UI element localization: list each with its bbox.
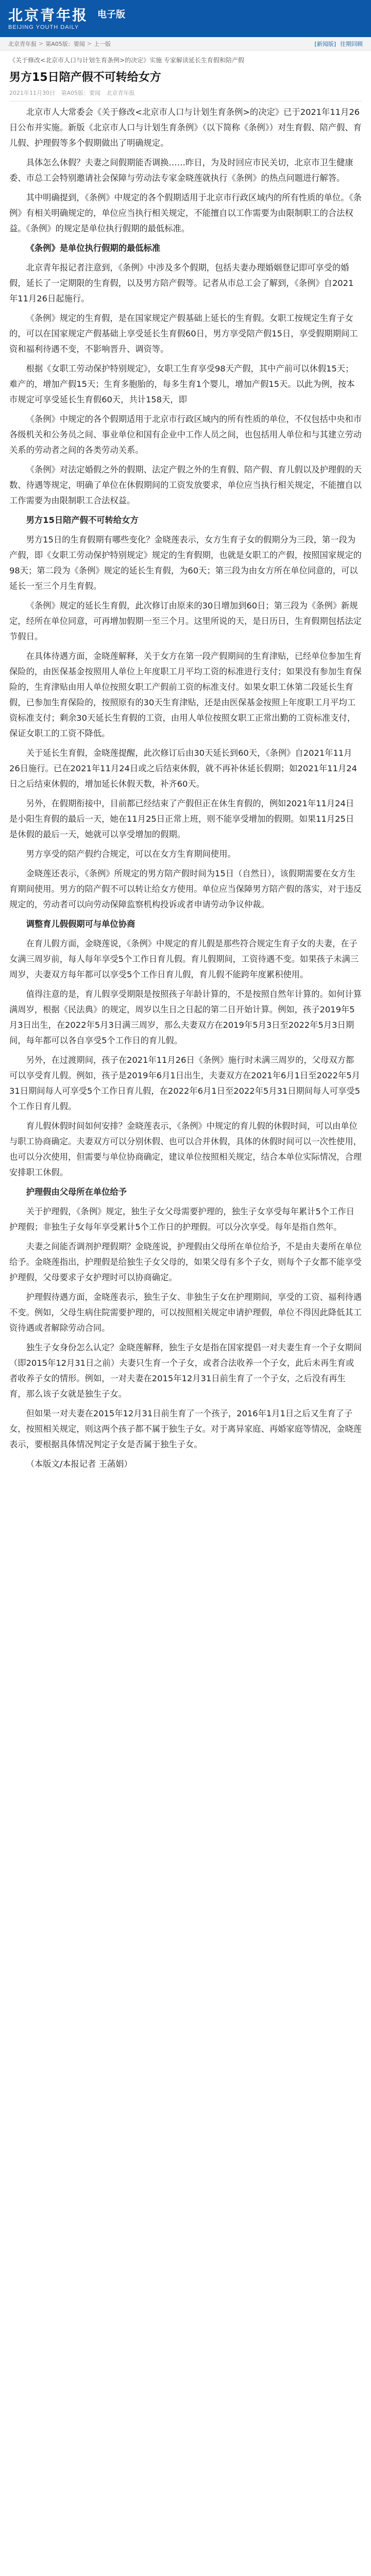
body-paragraph: 《条例》规定的生育假，是在国家规定产假基础上延长的生育假。女职工按规定生育子女的，可以在国家规定产假基础上享受延长生育假60日，男方享受陪产假15日，享受假期期间工资和福利待遇不变，不影响晋升、调资等。 [9,313,358,354]
section-heading: 《条例》是单位执行假期的最低标准 [26,243,161,253]
body-paragraph: 男方享受的陪产假约合规定，可以在女方生育期间使用。 [26,849,236,859]
body-paragraph: 具体怎么休假？夫妻之间假期能否调换……昨日，为及时回应市民关切，北京市卫生健康委、市总工会特别邀请社会保障与劳动法专家金晓莲就执行《条例》的热点问题进行解答。 [9,158,353,183]
body-paragraph: 育儿假休假时间如何安排？金晓莲表示，《条例》中规定的育儿假的休假时间，可以由单位与职工协商确定。夫妻双方可以分别休假、也可以合并休假，具体的休假时间可以一次性使用，也可以分次使用，但需要与单位协商确定，建议单位按照相关规定，结合本单位实际情况，合理安排职工休假。 [9,1121,362,1177]
masthead [0,0,371,37]
body-paragraph: 值得注意的是，育儿假享受期限是按照孩子年龄计算的，不是按照自然年计算的。如何计算满周岁，根据《民法典》的规定，周岁以生日之日起的第二日开始计算。例如，孩子2019年5月3日出生，在2022年5月3日满三周岁，那么夫妻双方在2019年5月3日至2022年5月3日期间，每年都可以各自享受5个工作日的育儿假。 [9,989,362,1045]
section-heading: 护理假由父母所在单位给予 [26,1187,127,1197]
nav-bar [0,37,371,50]
meta-page: 第A05版：要闻 [61,90,101,96]
body-paragraph: 另外，在假期衔接中，目前都已经结束了产假但正在休生育假的，例如2021年11月24日是小阳生育假的最后一天，她在11月25日正常上班，则不能享受增加的假期。如果11月25日是休假的最后一天，她就可以享受增加的假期。 [9,799,355,839]
meta-date: 2021年11月30日 [9,90,55,96]
body-paragraph: 护理假待遇方面，金晓莲表示，独生子女、非独生子女在护理期间，享受的工资、福利待遇不变。例如，父母生病住院需要护理的，可以按照相关规定申请护理假，单位不得因此降低其工资待遇或者解除劳动合同。 [9,1292,362,1333]
body-paragraph: 其中明确提到，《条例》中规定的各个假期适用于北京市行政区域内的所有性质的单位。《条例》有相关明确规定的，单位应当执行相关规定，不能擅自以工作需要为由限制职工的合法权益。《条例》的规定是单位执行假期的最低标准。 [9,193,362,233]
article [0,50,371,1472]
section-heading: 调整育儿假假期可与单位协商 [26,919,136,929]
meta-source: 北京青年报 [106,90,135,96]
article-title: 男方15日陪产假不可转给女方 [9,71,161,84]
body-paragraph: 独生子女身份怎么认定？金晓莲解释，独生子女是指在国家提倡一对夫妻生育一个子女期间（即2015年12月31日之前）夫妻只生育一个子女，或者合法收养一个子女，此后未再生育或者收养子女的情形。例如，一对夫妻在2015年12月31日前生育了一个子女，之后没有再生育，那么该子女就是独生子女。 [9,1343,362,1399]
logo-en: BEIJING YOUTH DAILY [8,24,79,30]
body-paragraph: 在具体待遇方面，金晓莲解释，关于女方在第一段产假期间的生育津贴，已经单位参加生育保险的，由医保基金按照用人单位上年度职工月平均工资的标准进行支付；如果没有参加生育保险的，生育津贴由用人单位按照女职工产假前工资的标准支付。如果女职工休第二段延长生育假，已参加生育保险的，按照原有的30天生育津贴，还是由医保基金按照上年度职工月平均工资标准支付；剩余30天延长生育假的工资，由用人单位按照女职工正常出勤的工资标准支付，保证女职工的工资不降低。 [9,651,362,738]
crumb-page[interactable]: 第A05版：要闻 [45,40,85,47]
body-paragraph: 关于延长生育假，金晓莲提醒，此次修订后由30天延长到60天，《条例》自2021年11月26日施行。已在2021年11月24日或之后结束休假，就不再补休延长假期；如2021年11月24日之后结束休假的，增加延长休假天数，补齐60天。 [9,748,357,789]
masthead-logo [8,7,88,30]
body-paragraph: 关于护理假，《条例》规定，独生子女父母需要护理的，独生子女享受每年累计5个工作日护理假；非独生子女每年享受累计5个工作日的护理假。可以分次享受。每年是指自然年。 [9,1207,355,1232]
crumb-separator: > [39,40,44,47]
body-paragraph: 《条例》中规定的各个假期适用于北京市行政区域内的所有性质的单位，不仅包括中央和市各级机关和公务员之间、事业单位和国有企业中工作人员之间，也包括用人单位和与其建立劳动关系的劳动者之间的各类劳动关系。 [9,414,362,455]
body-paragraph: 北京青年报记者注意到，《条例》中涉及多个假期，包括夫妻办理婚姻登记即可享受的婚假，延长了一定期限的生育假，以及男方陪产假等。记者从市总工会了解到，《条例》自2021年11月26日起施行。 [9,263,354,303]
body-paragraph: 另外，在过渡期间，孩子在2021年11月26日《条例》施行时未满三周岁的，父母双方都可以享受育儿假。例如，孩子是2019年6月1日出生，夫妻双方在2021年6月1日至2022年5月31日期间每人可享受5个工作日育儿假，在2022年6月1日至2022年5月31日期间每人可享受5个工作日育儿假。 [9,1055,360,1111]
body-paragraph: 北京市人大常委会《关于修改<北京市人口与计划生育条例>的决定》已于2021年11月26日公布并实施。新版《北京市人口与计划生育条例》（以下简称《条例》）对生育假、陪产假、育儿假、护理假等多个假期做出了明确规定。 [9,107,362,148]
body-paragraph: 在育儿假方面，金晓莲说，《条例》中规定的育儿假是那些符合规定生育子女的夫妻，在子女满三周岁前，每人每年享受5个工作日育儿假。育儿假期间，工资待遇不变。如果孩子未满三周岁，夫妻双方每年都可以享受5个工作日育儿假，育儿假不能跨年度累积使用。 [9,939,359,979]
edition-label: 电子版 [97,9,126,20]
body-paragraph: 《条例》规定的延长生育假，此次修订由原来的30日增加到60日；第三段为《条例》新规定，经所在单位同意，可再增加假期一至三个月。这里所说的天，是日历日，生育假期包括法定节假日。 [9,601,362,641]
archive-link[interactable]: 往期回顾 [340,40,363,47]
body-paragraph: 根据《女职工劳动保护特别规定》，女职工生育享受98天产假，其中产前可以休假15天；难产的，增加产假15天；生育多胞胎的，每多生育1个婴儿，增加产假15天。以此为例，按本市规定可享受延长生育假60天，共计158天，即 [9,364,355,404]
article-lead: 《关于修改<北京市人口与计划生育条例>的决定》实施 专家解读延长生育假和陪产假 [9,57,244,64]
section-heading: 男方15日陪产假不可转给女方 [26,515,139,525]
body-paragraph: 金晓莲还表示，《条例》所规定的男方陪产假时间为15日（自然日），该假期需要在女方生育期间使用。男方的陪产假不可以转让给女方使用。单位应当保障男方陪产假的落实，对于违反规定的，劳动者可以向劳动保障监察机构投诉或者申请劳动争议仲裁。 [9,869,362,909]
crumb-paper[interactable]: 北京青年报 [8,40,37,47]
news-edition-link[interactable]: [新闻版] [314,40,336,47]
logo-cn: 北京青年报 [8,7,89,24]
body-paragraph: 《条例》对法定婚假之外的假期、法定产假之外的生育假、陪产假、育儿假以及护理假的天数、待遇等规定，明确了单位在休假期间的工资发放要求，单位应当执行相关规定，不能擅自以工作需要为由限制职工合法权益。 [9,465,362,505]
body-paragraph: 夫妻之间能否调剂护理假期？金晓莲说，护理假由父母所在单位给予，不是由夫妻所在单位给予。金晓莲指出，护理假是给独生子女父母的，如果父母有多个子女，则每个子女都不能享受护理假，父母要求子女护理时可以协商确定。 [9,1242,362,1282]
body-paragraph: 但如果一对夫妻在2015年12月31日前生育了一个孩子，2016年1月1日之后又生育了子女，按照相关规定，则这两个孩子都不属于独生子女。对于离异家庭、再婚家庭等情况，金晓莲表示，要根据具体情况判定子女是否属于独生子女。 [9,1409,362,1449]
body-paragraph: 男方15日的生育假期有哪些变化？金晓莲表示，女方生育子女的假期分为三段，第一段为产假，即《女职工劳动保护特别规定》规定的生育假期，也就是女职工的产假，按照国家规定的98天；第二段为《条例》规定的延长生育假，为60天；第三段为由女方所在单位同意的，可以延长一至三个月生育假。 [9,535,362,591]
article-body [9,105,362,1472]
body-paragraph: （本版文/本报记者 王菡娟） [26,1459,132,1469]
article-meta [9,89,362,101]
crumb-separator: > [87,40,92,47]
prev-page-link[interactable]: 上一版 [93,40,111,47]
